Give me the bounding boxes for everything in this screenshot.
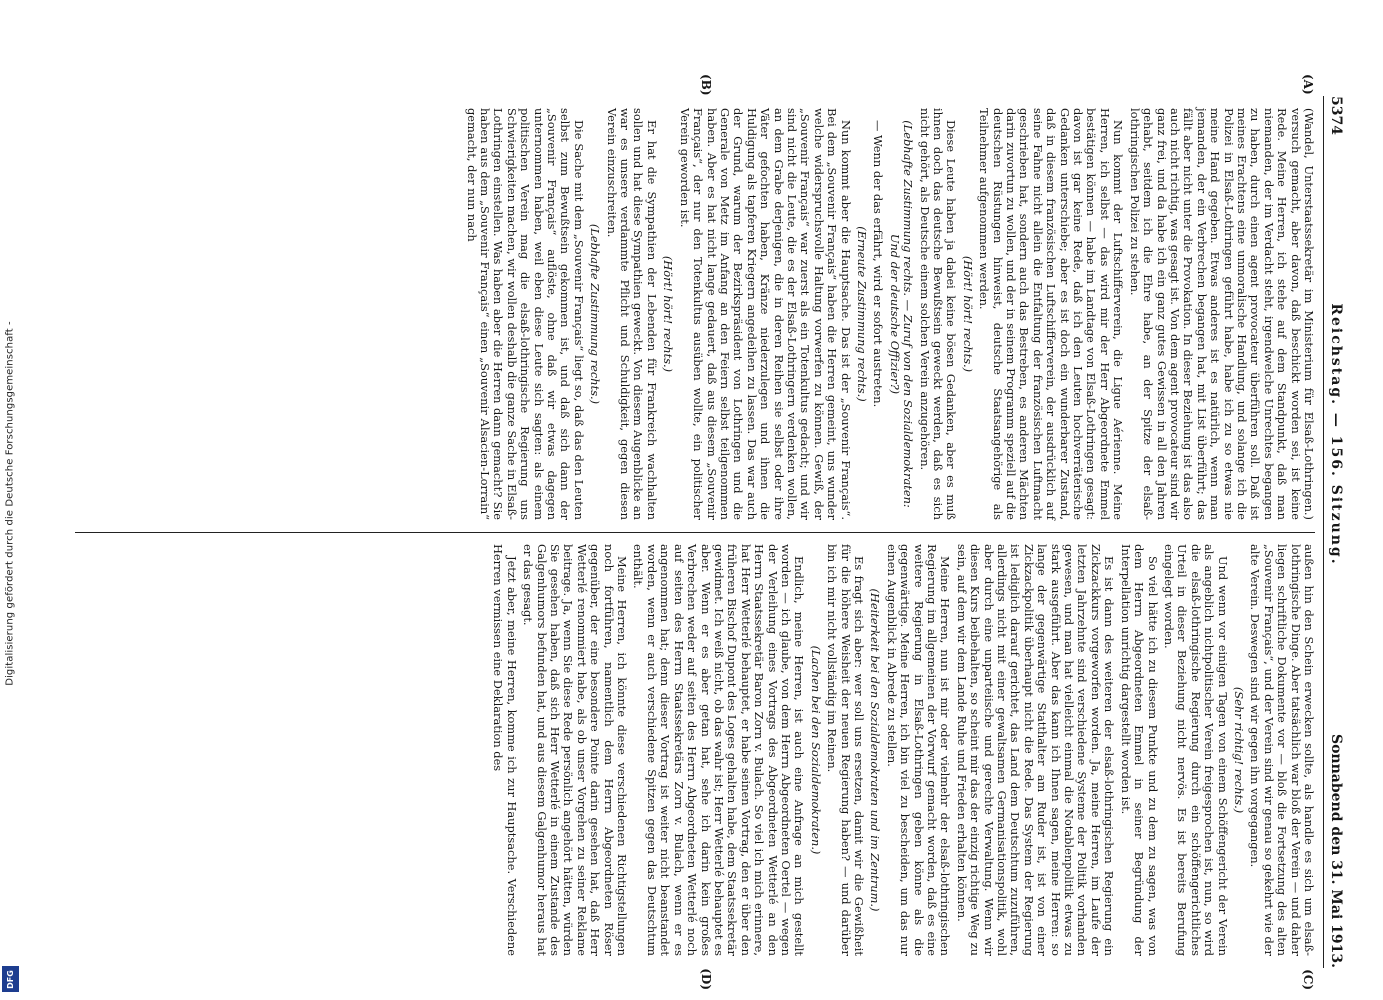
interjection: (Hört! hört! rechts.): [661, 255, 676, 373]
paragraph: Nun kommt der Luftschifferverein, die Ligue Aérienne. Meine Herren, ich selbst — das wird mir der Herr Abgeordnete Emmel bestätigen können — habe im Landtage von Elsaß-Lothringen gesagt: davon ist gar keine Rede, daß ich den Leuten hochverräterische Gedanken unterschiebe; aber es ist doch ein wunderbarer Zustand, daß in diesem französischen Luftschifferverein, der ausdrücklich auf seine Fahne nicht allein die Entfaltung der französischen Luftmacht geschrieben hat, sondern auch das Bestreben, es anderen Mächten darin zuvortun zu wollen, und der in seinem Programm speziell auf die deutschen Rüstungen hinweist, deutsche Staatsangehörige als Teilnehmer aufgenommen werden.: [977, 108, 1126, 520]
interjection: (Heiterkeit bei den Sozialdemokraten und im Zentrum.): [868, 588, 883, 912]
left-column: [75, 96, 1315, 532]
paragraph: Jetzt aber, meine Herren, komme ich zur Hauptsache. Verschiedene Herren vermissen eine Deklaration des: [491, 544, 519, 956]
paragraph: Diese Leute haben ja dabei keine bösen Gedanken, aber es muß ihnen doch das deutsche Bewußtsein geweckt werden, daß es sich nicht gehört, als Deutsche einem solchen Verein anzugehören.: [917, 108, 959, 520]
margin-mark-b: (B): [699, 74, 713, 96]
margin-mark-d: (D): [699, 968, 713, 990]
text-columns: [75, 74, 1316, 990]
dfg-logo-text: DFG: [6, 969, 16, 989]
paragraph: Die Sache mit dem „Souvenir Français“ liegt so, daß das den Leuten selbst zum Bewußtsein gekommen ist, und daß sich dann der „Souvenir Français“ auflöste, ohne daß wir etwas dagegen unternommen haben, weil eben diese Leute sich sagten: als einem politischen Verein mag die elsaß-lothringische Regierung uns Schwierigkeiten machen, wir wollen deshalb die ganze Sache in Elsaß-Lothringen einstellen. Was haben aber die Herren dann gemacht? Sie haben aus dem „Souvenir Français“ einen „Souvenir Alsacien-Lorrain“ gemacht, der nun nach: [464, 108, 586, 520]
column-divider: [75, 532, 1315, 533]
interjection: (Erneute Zustimmung rechts.): [855, 226, 869, 402]
interjection: (Hört! hört! rechts.): [960, 255, 975, 373]
paragraph: Endlich, meine Herren, ist auch eine Anfrage an mich gestellt worden — ich glaube, von dem Herrn Abgeordneten Oertel — wegen der Verleihung eines Vortrags des Abgeordneten Wetterlé an den Herrn Staatssekretär Baron Zorn v. Bulach. So viel ich mich erinnere, hat Herr Wetterlé behauptet, er habe seinen Vortrag, den er über den früheren Bischof Dupont des Loges gehalten habe, dem Staatssekretär gewidmet. Ich weiß nicht, ob das wahr ist; Herr Wetterlé behauptet es aber. Wenn er es aber getan hat, sehe ich darin kein großes Verbrechen weder auf seiten des Herrn Abgeordneten Wetterlé noch auf seiten des Herrn Staatssekretärs Zorn v. Bulach, wenn er es angenommen hat; denn dieser Vortrag ist weiter nicht beanstandet worden, wenn er auch verschiedene Spitzen gegen das Deutschtum enthält.: [631, 544, 807, 956]
interjection: (Lebhafte Zustimmung rechts. — Zuruf von den Sozialdemokraten: Und der deutsche Offizier?): [887, 120, 916, 508]
interjection: (Lebhafte Zustimmung rechts.): [588, 223, 603, 405]
digitization-credit: [0, 0, 22, 1000]
scanned-page: [60, 72, 1350, 992]
header-title: Reichstag. — 156. Sitzung.: [1328, 303, 1344, 566]
paragraph: — Wenn der das erfährt, wird er sofort austreten.: [871, 120, 886, 408]
credit-text: Digitalisierung gefördert durch die Deutsche Forschungsgemeinschaft -: [4, 321, 16, 686]
running-header: [1323, 96, 1344, 968]
interjection: (Lachen bei den Sozialdemokraten.): [808, 645, 823, 855]
paragraph: Es fragt sich aber: wer soll uns ersetzen, damit wir die Gewißheit für die höhere Weisheit der neuen Regierung haben? — und darüber bin ich mir nicht vollständig im Reinen.: [825, 544, 866, 956]
right-column: [75, 532, 1315, 968]
interjection: (Sehr richtig! rechts.): [1231, 686, 1246, 814]
paragraph: Meine Herren, ich könnte diese verschiedenen Richtigstellungen noch fortführen, namentlich dem Herrn Abgeordneten Röser gegenüber, der eine besondere Pointe darin gesehen hat, daß Herr Wetterlé renommiert habe, als ob unser Vorgehen zu seiner Reklame beitrage. Ja, wenn Sie diese Rede persönlich angehört hätten, würden Sie gesehen haben, daß sich Herr Wetterlé in einem Zustande des Galgenhumors befunden hat, und aus diesem Galgenhumor heraus hat er das gesagt.: [521, 544, 630, 956]
paragraph: Nun kommt aber die Hauptsache. Das ist der „Souvenir Français“. Bei dem „Souvenir Français“ haben die Herren gemeint, uns wunder welche widerspruchsvolle Haltung vorwerfen zu können. Gewiß, der „Souvenir Français“ war zuerst als ein Totenkultus gedacht; und wir sind nicht die Leute, die es der Elsaß-Lothringern verdenken wollen, an dem Grabe derjenigen, die in deren Reihen sie selbst oder ihre Väter gefochten haben, Kränze niederzulegen und ihnen die Huldigung als tapferen Kriegern angedeihen zu lassen. Das war auch der Grund, warum der Bezirkspräsident von Lothringen und die Generale von Metz im Anfang an den Feiern selbst teilgenommen haben. Aber es hat nicht lange gedauert, daß aus diesem „Souvenir Français“, der nur den Totenkultus ausüben wollte, ein politischer Verein geworden ist.: [677, 108, 853, 520]
paragraph: Er hat die Sympathien der Lebenden für Frankreich wachhalten sollen und hat diese Sympathien geweckt. Von diesem Augenblicke an war es unsere verdammte Pflicht und Schuldigkeit, gegen diesen Verein einzuschreiten.: [604, 108, 659, 520]
margin-mark-a: (A): [1301, 74, 1315, 95]
paragraph: (Wandel, Unterstaatssekretär im Ministerium für Elsaß-Lothringen.) versuch gemacht, aber davon, daß beschickt worden sei, ist keine Rede. Meine Herren, ich stehe auf dem Standpunkt, daß man niemanden, der im Verdacht steht, irgendwelche Unrechtes begangen zu haben, durch einen agent provocateur überführen soll. Daß ist meines Erachtens eine unmoralische Handlung, und solange ich die Polizei in Elsaß-Lothringen geführt habe, habe ich zu so etwas nie meine Hand gegeben. Etwas anderes ist es natürlich, wenn man jemanden, der ein Verbrechen begangen hat, mit List überführt; das fällt aber nicht unter die Provokation. In dieser Beziehung ist das also auch nicht richtig, was gesagt ist. Von dem agent provocateur sind wir ganz frei, und da habe ich ein ganz gutes Gewissen in all den Jahren gehabt, seitdem ich die Ehre habe, an der Spitze der elsaß-lothringischen Polizei zu stehen.: [1127, 108, 1316, 520]
header-date: Sonnabend den 31. Mai 1913.: [1328, 733, 1344, 968]
paragraph: Es ist dann des weiteren der elsaß-lothringischen Regierung ein Zickzackkurs vorgeworfen worden. Ja, meine Herren, im Laufe der letzten Jahrzehnte sind verschiedene Systeme der Politik vorhanden gewesen, und man hat vielleicht einmal die Notablenpolitik etwas zu stark ausgeführt. Aber das kann ich Ihnen sagen, meine Herren: so lange der gegenwärtige Statthalter am Ruder ist, ist von einer Zickzackpolitik überhaupt nicht die Rede. Das System der Regierung ist lediglich darauf gerichtet, das Land dem Deutschtum zuzuführen, allerdings nicht mit einer gewaltsamen Germanisationspolitik, wohl aber durch eine unparteiische und gerechte Verwaltung. Wenn wir diesen Kurs beibehalten, so scheint mir das der einzig richtige Weg zu sein, auf dem wir dem Lande Ruhe und Frieden erhalten können.: [954, 544, 1117, 956]
margin-mark-c: (C): [1301, 969, 1315, 990]
page-number: 5374: [1328, 96, 1344, 135]
paragraph: Und wenn vor einigen Tagen von einem Schöffengericht der Verein als angeblich nichtpolitischer Verein freigesprochen ist, nun, so wird die elsaß-lothringische Regierung durch ein schöffengerichtliches Urteil in dieser Beziehung nicht nervös. Es ist bereits Berufung eingelegt worden.: [1161, 544, 1230, 956]
paragraph: Meine Herren, nun ist mir oder vielmehr der elsaß-lothringischen Regierung im allgemeinen der Vorwurf gemacht worden, daß es eine weitere Regierung in Elsaß-Lothringen geben könne als die gegenwärtige. Meine Herren, ich bin viel zu bescheiden, um das nur einen Augenblick in Abrede zu stellen.: [884, 544, 953, 956]
dfg-logo: [2, 966, 19, 992]
paragraph: außen hin den Schein erwecken sollte, als handle es sich um elsaß-lothringische Dinge. Aber tatsächlich war bloß der Verein — und daher liegen schriftliche Dokumente vor — bloß die Fortsetzung des alten „Souvenir Français“, und der Verein sind wir genau so gekehrt wie der alte Verein. Deswegen sind wir gegen ihn vorgegangen.: [1248, 544, 1316, 956]
paragraph: So viel hätte ich zu diesem Punkte und zu dem zu sagen, was von dem Herrn Abgeordneten Emmel in seiner Begründung der Interpellation unrichtig dargestellt worden ist.: [1118, 544, 1160, 956]
